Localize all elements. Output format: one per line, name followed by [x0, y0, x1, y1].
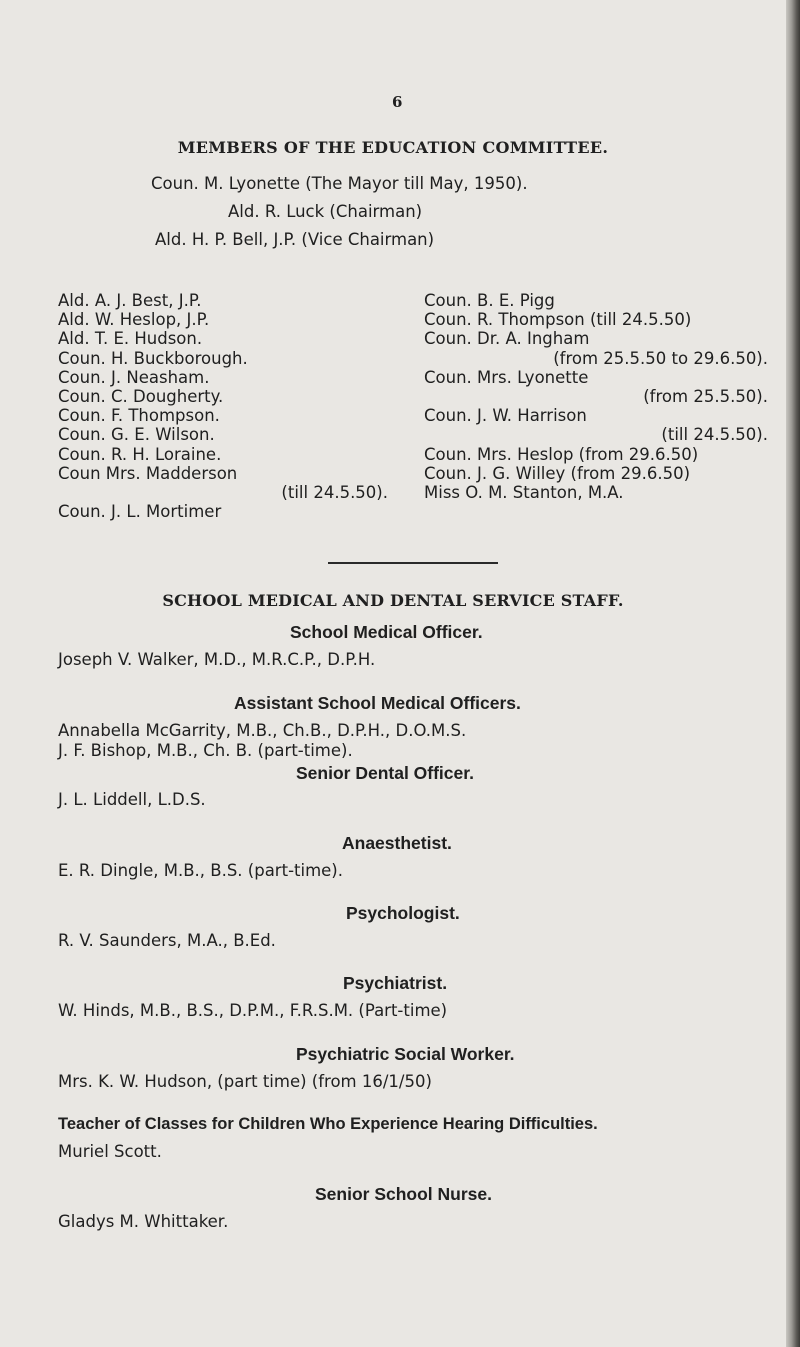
member-entry: Coun. H. Buckborough. — [58, 348, 248, 368]
member-entry: Coun. J. Neasham. — [58, 367, 210, 387]
member-entry: Ald. W. Heslop, J.P. — [58, 310, 210, 330]
staff-line: J. L. Liddell, L.D.S. — [58, 790, 206, 809]
member-entry: Coun. R. H. Loraine. — [58, 444, 222, 464]
section-title-school-medical-officer: School Medical Officer. — [290, 622, 483, 642]
member-entry: Coun. Dr. A. Ingham — [424, 329, 590, 349]
staff-line: Annabella McGarrity, M.B., Ch.B., D.P.H., D.O.M.S. — [58, 721, 467, 740]
member-entry: Miss O. M. Stanton, M.A. — [424, 482, 624, 502]
member-entry-note: (till 24.5.50). — [661, 425, 768, 445]
lead-line-chairman: Ald. R. Luck (Chairman) — [228, 202, 423, 221]
staff-line: Joseph V. Walker, M.D., M.R.C.P., D.P.H. — [58, 650, 376, 669]
lead-line-mayor: Coun. M. Lyonette (The Mayor till May, 1950). — [151, 174, 528, 193]
member-entry: Coun. F. Thompson. — [58, 406, 220, 426]
member-entry: Coun. G. E. Wilson. — [58, 425, 215, 445]
section-title-senior-dental-officer: Senior Dental Officer. — [296, 763, 474, 783]
section-divider — [328, 562, 498, 564]
staff-heading: SCHOOL MEDICAL AND DENTAL SERVICE STAFF. — [162, 591, 624, 610]
member-entry-note: (from 25.5.50). — [643, 386, 768, 406]
committee-right-column — [424, 291, 774, 502]
staff-line: R. V. Saunders, M.A., B.Ed. — [58, 931, 276, 950]
member-entry: Coun. Mrs. Heslop (from 29.6.50) — [424, 444, 699, 464]
member-entry-note: (from 25.5.50 to 29.6.50). — [553, 348, 768, 368]
section-title-assistant-officers: Assistant School Medical Officers. — [234, 693, 521, 713]
staff-line: J. F. Bishop, M.B., Ch. B. (part-time). — [58, 741, 353, 760]
staff-line: Gladys M. Whittaker. — [58, 1212, 229, 1231]
member-entry-note: (till 24.5.50). — [281, 482, 388, 502]
staff-line: Mrs. K. W. Hudson, (part time) (from 16/1/50) — [58, 1072, 432, 1091]
section-title-teacher-hearing: Teacher of Classes for Children Who Experience Hearing Difficulties. — [58, 1115, 598, 1133]
member-entry: Coun. R. Thompson (till 24.5.50) — [424, 310, 692, 330]
committee-left-column — [58, 291, 388, 521]
staff-line: Muriel Scott. — [58, 1142, 162, 1161]
member-entry: Ald. A. J. Best, J.P. — [58, 291, 202, 310]
staff-line: E. R. Dingle, M.B., B.S. (part-time). — [58, 861, 343, 880]
page-edge-shadow — [786, 0, 800, 1347]
member-entry: Ald. T. E. Hudson. — [58, 329, 203, 349]
member-entry: Coun. J. L. Mortimer — [58, 502, 222, 522]
member-entry: Coun. Mrs. Lyonette — [424, 367, 589, 387]
member-entry: Coun. C. Dougherty. — [58, 386, 224, 406]
lead-line-vice-chairman: Ald. H. P. Bell, J.P. (Vice Chairman) — [155, 230, 435, 249]
committee-heading: MEMBERS OF THE EDUCATION COMMITTEE. — [177, 138, 609, 157]
section-title-psychiatrist: Psychiatrist. — [343, 973, 448, 993]
member-entry: Coun Mrs. Madderson — [58, 463, 238, 483]
section-title-psychologist: Psychologist. — [346, 903, 460, 923]
page-number: 6 — [392, 93, 403, 111]
member-entry: Coun. J. G. Willey (from 29.6.50) — [424, 463, 691, 483]
staff-line: W. Hinds, M.B., B.S., D.P.M., F.R.S.M. (Part-time) — [58, 1001, 448, 1020]
section-title-anaesthetist: Anaesthetist. — [342, 833, 452, 853]
section-title-psychiatric-social-worker: Psychiatric Social Worker. — [296, 1044, 515, 1064]
member-entry: Coun. B. E. Pigg — [424, 291, 555, 310]
section-title-senior-school-nurse: Senior School Nurse. — [315, 1184, 492, 1204]
member-entry: Coun. J. W. Harrison — [424, 406, 587, 426]
